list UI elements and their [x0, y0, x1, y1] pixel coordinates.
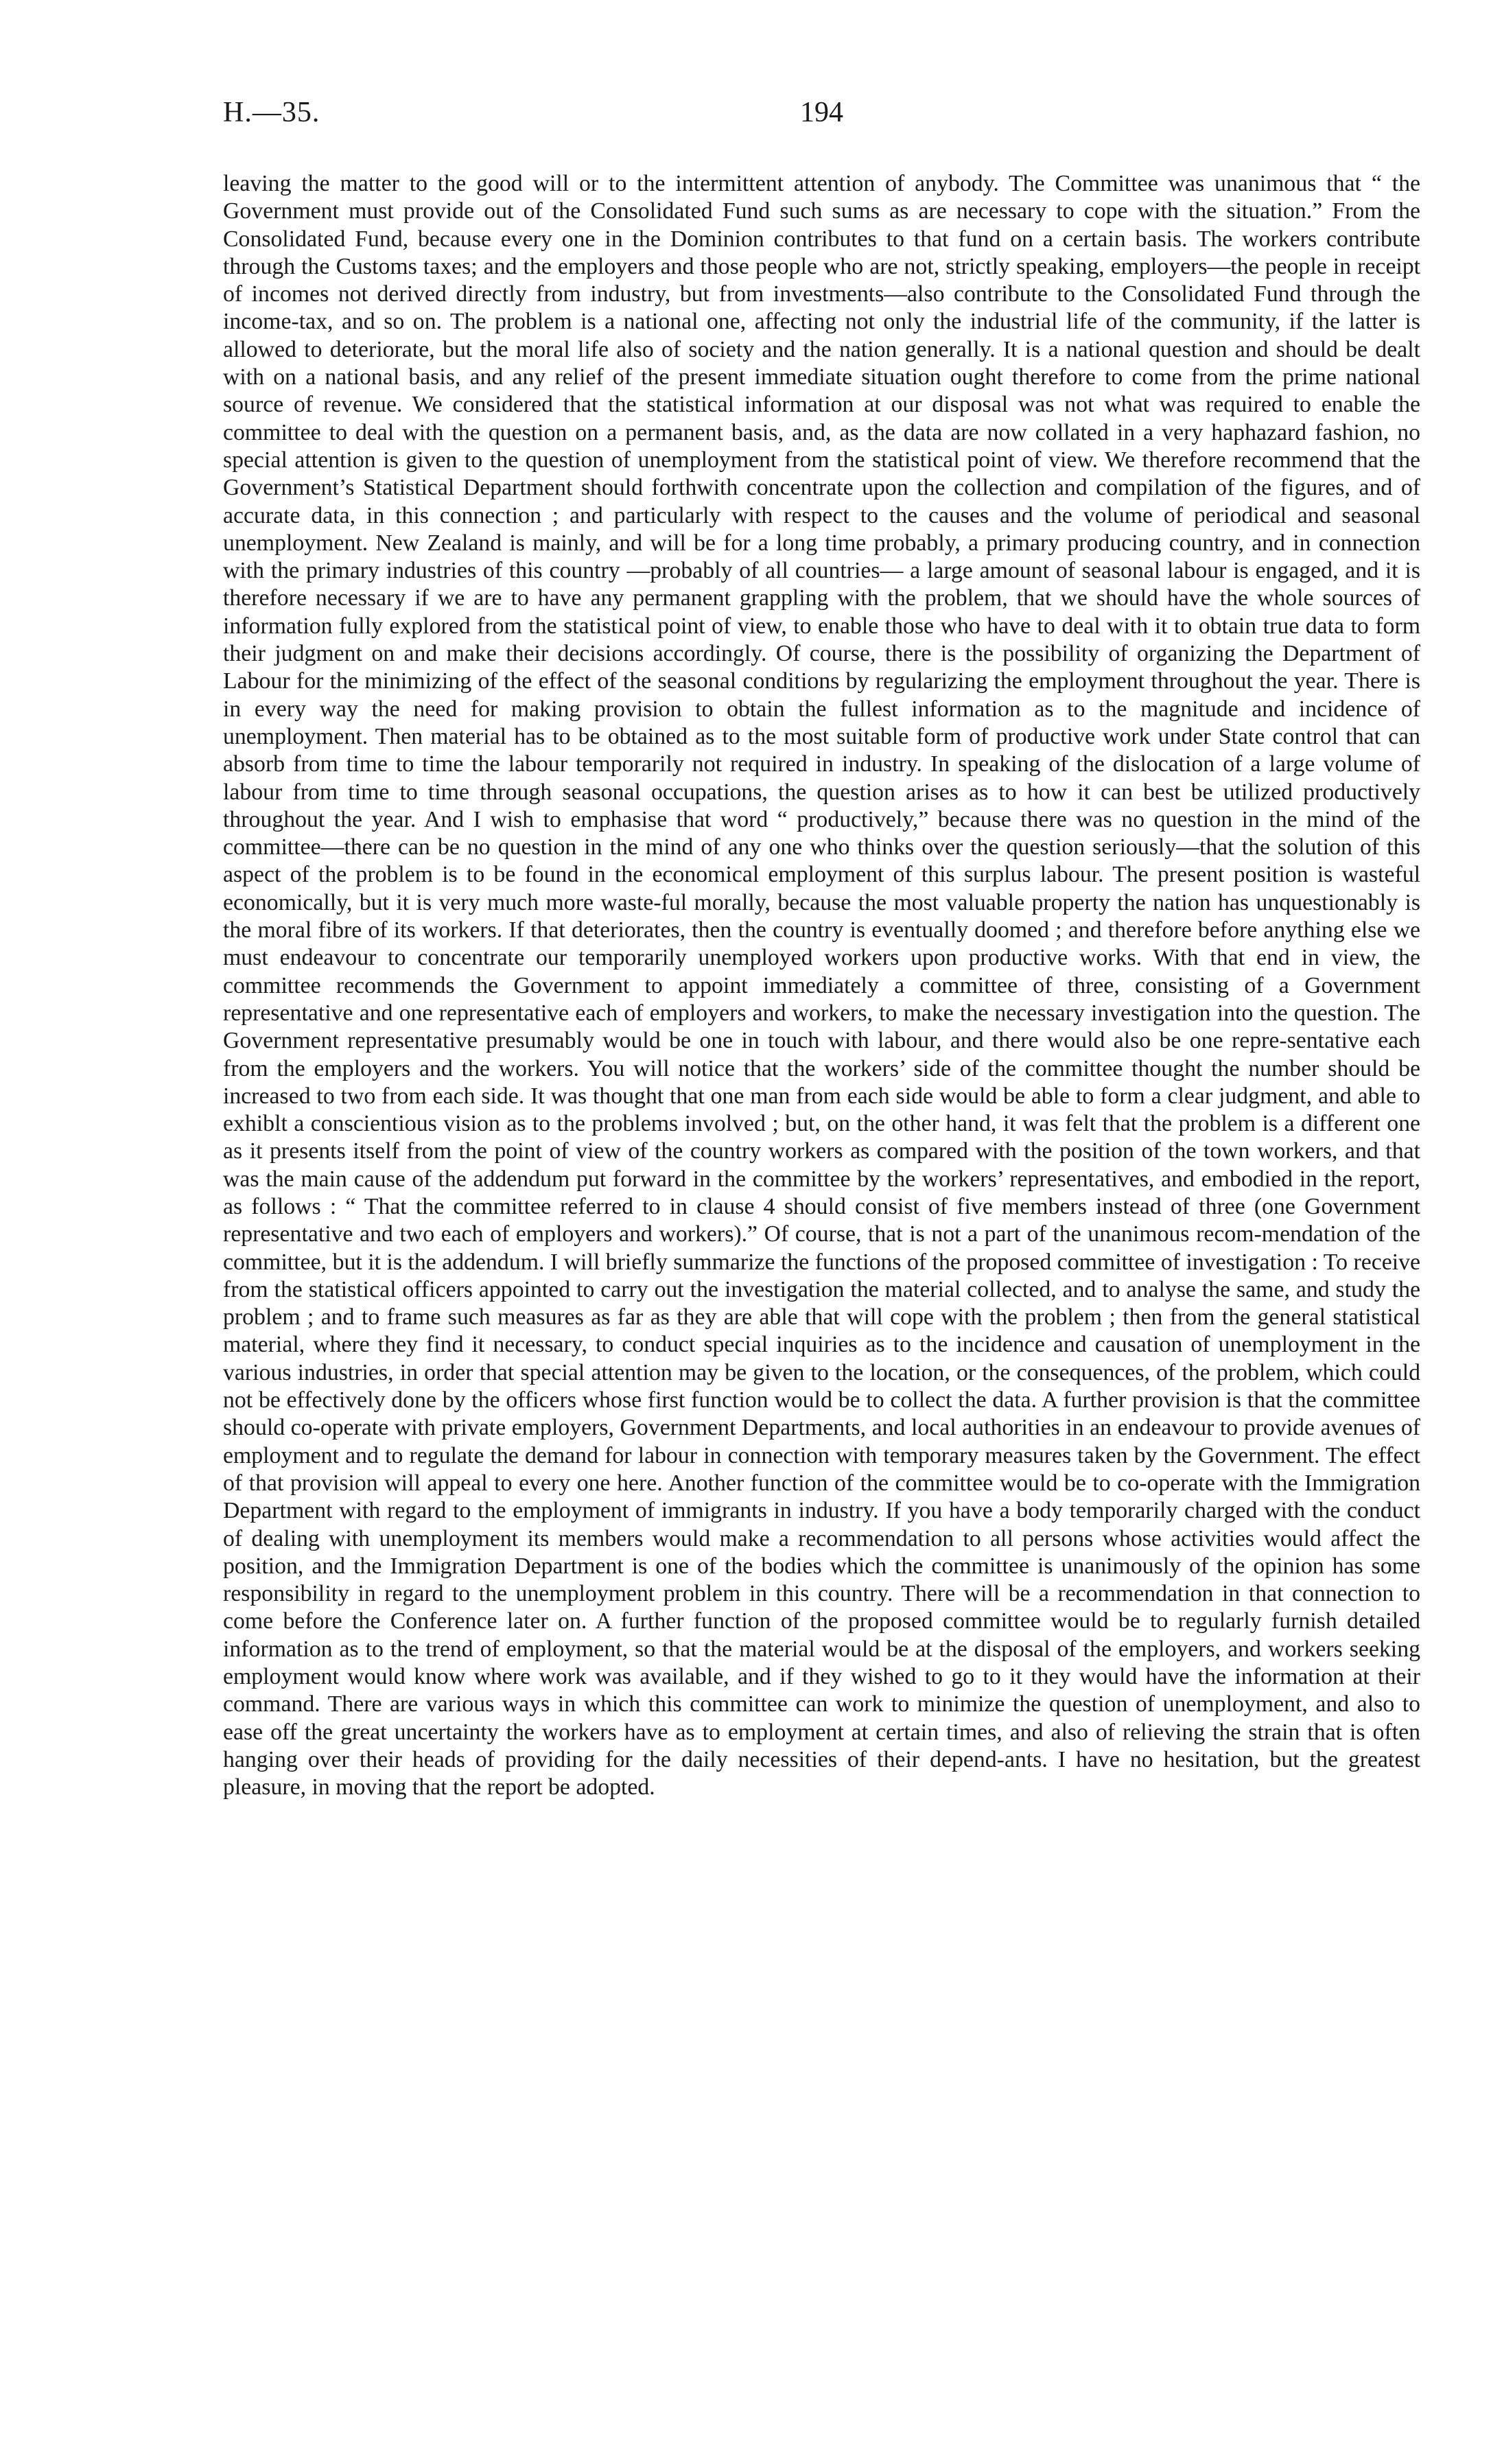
- body-paragraph: leaving the matter to the good will or to the intermittent attention of anybody. The Committee was unanimous that “ the Government must provide out of the Consolidated Fund such sums as are necessary to cope with the situation.” From the Consolidated Fund, because every one in the Dominion contributes to that fund on a certain basis. The workers contribute through the Customs taxes; and the employers and those people who are not, strictly speaking, employers—the people in receipt of incomes not derived directly from industry, but from investments—also contribute to the Consolidated Fund through the income-tax, and so on. The problem is a national one, affecting not only the industrial life of the community, if the latter is allowed to deteriorate, but the moral life also of society and the nation generally. It is a national question and should be dealt with on a national basis, and any relief of the present immediate situation ought therefore to come from the prime national source of revenue. We considered that the statistical information at our disposal was not what was required to enable the committee to deal with the question on a permanent basis, and, as the data are now collated in a very haphazard fashion, no special attention is given to the question of unemployment from the statistical point of view. We therefore recommend that the Government’s Statistical Department should forthwith concentrate upon the collection and compilation of the figures, and of accurate data, in this connection ; and particularly with respect to the causes and the volume of periodical and seasonal unemployment. New Zealand is mainly, and will be for a long time probably, a primary producing country, and in connection with the primary industries of this country —probably of all countries— a large amount of seasonal labour is engaged, and it is therefore necessary if we are to have any permanent grappling with the problem, that we should have the whole sources of information fully explored from the statistical point of view, to enable those who have to deal with it to obtain true data to form their judgment on and make their decisions accordingly. Of course, there is the possibility of organizing the Department of Labour for the minimizing of the effect of the seasonal conditions by regularizing the employment throughout the year. There is in every way the need for making provision to obtain the fullest information as to the magnitude and incidence of unemployment. Then material has to be obtained as to the most suitable form of productive work under State control that can absorb from time to time the labour temporarily not required in industry. In speaking of the dislocation of a large volume of labour from time to time through seasonal occupations, the question arises as to how it can best be utilized productively throughout the year. And I wish to emphasise that word “ productively,” because there was no question in the mind of the committee—there can be no question in the mind of any one who thinks over the question seriously—that the solution of this aspect of the problem is to be found in the economical employment of this surplus labour. The present position is wasteful economically, but it is very much more waste-ful morally, because the most valuable property the nation has unquestionably is the moral fibre of its workers. If that deteriorates, then the country is eventually doomed ; and therefore before anything else we must endeavour to concentrate our temporarily unemployed workers upon productive works. With that end in view, the committee recommends the Government to appoint immediately a committee of three, consisting of a Government representative and one representative each of employers and workers, to make the necessary investigation into the question. The Government representative presumably would be one in touch with labour, and there would also be one repre-sentative each from the employers and the workers. You will notice that the workers’ side of the committee thought the number should be increased to two from each side. It was thought that one man from each side would be able to form a clear judgment, and able to exhiblt a conscientious vision as to the problems involved ; but, on the other hand, it was felt that the problem is a different one as it presents itself from the point of view of the country workers as compared with the position of the town workers, and that was the main cause of the addendum put forward in the committee by the workers’ representatives, and embodied in the report, as follows : “ That the committee referred to in clause 4 should consist of five members instead of three (one Government representative and two each of employers and workers).” Of course, that is not a part of the unanimous recom-mendation of the committee, but it is the addendum. I will briefly summarize the functions of the proposed committee of investigation : To receive from the statistical officers appointed to carry out the investigation the material collected, and to analyse the same, and study the problem ; and to frame such measures as far as they are able that will cope with the problem ; then from the general statistical material, where they find it necessary, to conduct special inquiries as to the incidence and causation of unemployment in the various industries, in order that special attention may be given to the location, or the consequences, of the problem, which could not be effectively done by the officers whose first function would be to collect the data. A further provision is that the committee should co-operate with private employers, Government Departments, and local authorities in an endeavour to provide avenues of employment and to regulate the demand for labour in connection with temporary measures taken by the Government. The effect of that provision will appeal to every one here. Another function of the committee would be to co-operate with the Immigration Department with regard to the employment of immigrants in industry. If you have a body temporarily charged with the conduct of dealing with unemployment its members would make a recommendation to all persons whose activities would affect the position, and the Immigration Department is one of the bodies which the committee is unanimously of the opinion has some responsibility in regard to the unemployment problem in this country. There will be a recommendation in that connection to come before the Conference later on. A further function of the proposed committee would be to regularly furnish detailed information as to the trend of employment, so that the material would be at the disposal of the employers, and workers seeking employment would know where work was available, and if they wished to go to it they would have the information at their command. There are various ways in which this committee can work to minimize the question of unemployment, and also to ease off the great uncertainty the workers have as to employment at certain times, and also of relieving the strain that is often hanging over their heads of providing for the daily necessities of their depend-ants. I have no hesitation, but the greatest pleasure, in moving that the report be adopted.: [223, 171, 1420, 1800]
- page-header: [223, 96, 1420, 137]
- page-number: 194: [800, 97, 843, 128]
- document-reference: H.—35.: [223, 97, 320, 128]
